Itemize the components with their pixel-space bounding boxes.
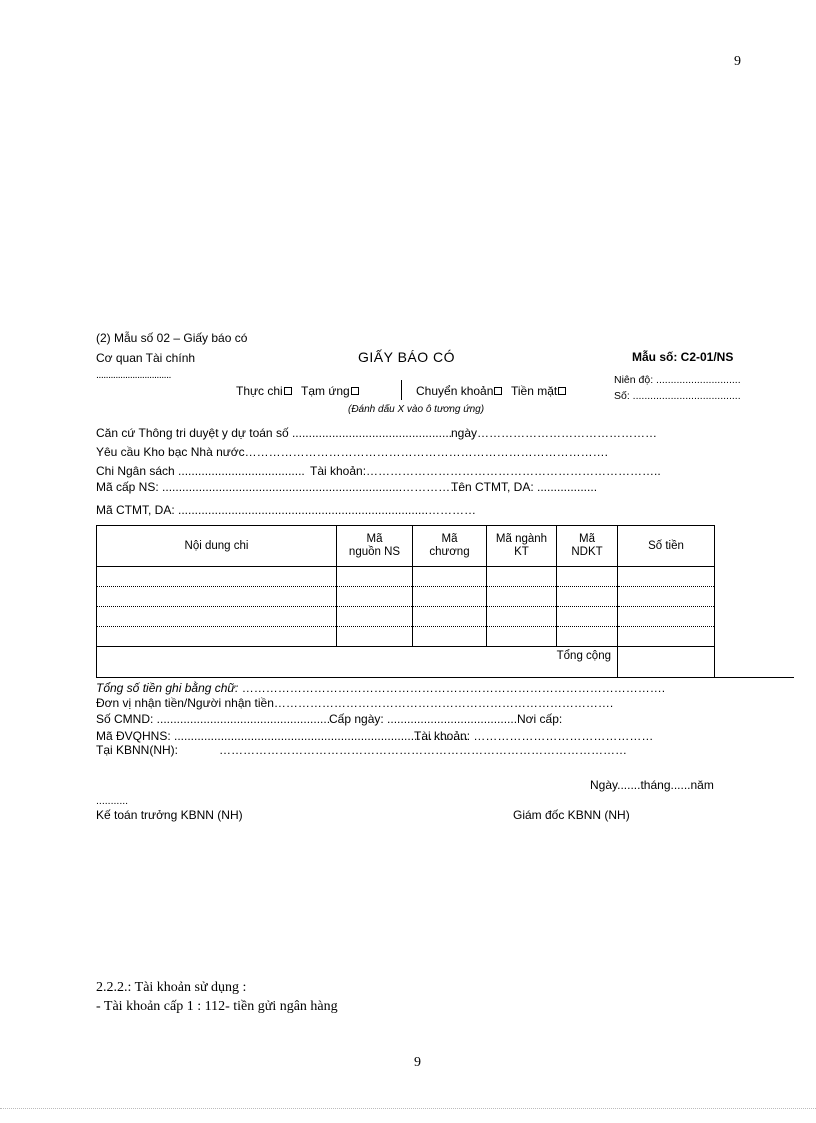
section-label: (2) Mẫu số 02 – Giấy báo có [96, 331, 248, 345]
ma-cap-ns-line: Mã cấp NS: ........................................................................…………… [96, 480, 463, 494]
date-line: Ngày.......tháng......năm [590, 778, 714, 792]
table-cell[interactable] [618, 587, 715, 607]
tong-so-tien-label: Tổng số tiền ghi bằng chữ: [96, 681, 239, 695]
page-number-bottom: 9 [414, 1055, 421, 1070]
don-vi-nhan-line: Đơn vị nhận tiền/Người nhận tiền…………………………………………………………………………. [96, 696, 614, 710]
col-header-ma-ndkt: Mã NDKT [557, 526, 618, 567]
chuyen-khoan-label: Chuyển khoản [416, 384, 494, 398]
option-chuyen-khoan[interactable] [416, 384, 504, 398]
noi-cap-line: Nơi cấp: [517, 712, 563, 726]
ma-dvqhns-line: Mã ĐVQHNS: ..........................................................................………… [96, 729, 469, 743]
cap-ngay-line: Cấp ngày: ....................................... [329, 712, 518, 726]
table-cell[interactable] [337, 567, 413, 587]
section-item: - Tài khoản cấp 1 : 112- tiền gửi ngân hàng [96, 999, 338, 1014]
tien-mat-checkbox[interactable] [558, 387, 566, 395]
table-cell[interactable] [487, 607, 557, 627]
form-title: GIẤY BÁO CÓ [358, 349, 456, 365]
col-header-ma-nguon: Mã nguồn NS [337, 526, 413, 567]
table-cell[interactable] [413, 567, 487, 587]
tai-khoan-2-line: Tài khoản: ……………………………………… [414, 729, 654, 743]
page-number-top: 9 [734, 54, 741, 69]
table-row [97, 627, 715, 647]
table-cell[interactable] [557, 567, 618, 587]
thuc-chi-checkbox[interactable] [284, 387, 292, 395]
page-bottom-rule [0, 1108, 816, 1109]
table-cell[interactable] [337, 587, 413, 607]
giam-doc-signature-label: Giám đốc KBNN (NH) [513, 808, 630, 822]
table-cell[interactable] [337, 627, 413, 647]
agency-dots: ............................... [96, 369, 171, 381]
ngay-line: ngày……………………………………… [451, 426, 658, 440]
col-header-ma-nganh: Mã ngành KT [487, 526, 557, 567]
table-cell[interactable] [97, 627, 337, 647]
can-cu-line: Căn cứ Thông tri duyệt y dự toán số ................................................ [96, 426, 452, 440]
table-cell[interactable] [487, 627, 557, 647]
chuyen-khoan-checkbox[interactable] [494, 387, 502, 395]
tien-mat-label: Tiền mặt [511, 384, 558, 398]
tong-so-tien-dots: ……………………………………………………………………………………………. [241, 681, 666, 695]
tam-ung-checkbox[interactable] [351, 387, 359, 395]
table-cell[interactable] [97, 567, 337, 587]
table-cell[interactable] [337, 607, 413, 627]
table-cell[interactable] [97, 607, 337, 627]
so-cmnd-line: Số CMND: .................................................... [96, 712, 331, 726]
table-row [97, 587, 715, 607]
thuc-chi-label: Thực chi [236, 384, 283, 398]
yeu-cau-line: Yêu cầu Kho bạc Nhà nước………………………………………………………………………………. [96, 445, 608, 459]
table-header-row [97, 526, 715, 567]
table-cell[interactable] [487, 587, 557, 607]
date-dots: ........... [96, 795, 129, 807]
option-thuc-chi[interactable] [236, 384, 294, 398]
table-cell[interactable] [97, 587, 337, 607]
option-tien-mat[interactable] [511, 384, 568, 398]
mark-note: (Đánh dấu X vào ô tương ứng) [348, 404, 485, 415]
ten-ctmt-line: Tên CTMT, DA: .................. [451, 480, 598, 494]
chi-ngan-sach-line: Chi Ngân sách ...................................... [96, 464, 305, 478]
table-cell[interactable] [413, 627, 487, 647]
form-code: Mẫu số: C2-01/NS [632, 350, 734, 364]
tam-ung-label: Tạm ứng [301, 384, 350, 398]
total-value-cell[interactable] [618, 647, 715, 678]
table-cell[interactable] [557, 587, 618, 607]
table-cell[interactable] [557, 627, 618, 647]
expense-table [96, 525, 715, 678]
tai-kbnn-label: Tại KBNN(NH): [96, 743, 179, 757]
table-cell[interactable] [413, 587, 487, 607]
col-header-noi-dung: Nội dung chi [97, 526, 337, 567]
tong-so-tien-line [96, 681, 665, 695]
option-tam-ung[interactable] [301, 384, 361, 398]
table-cell[interactable] [618, 627, 715, 647]
section-heading: 2.2.2.: Tài khoản sử dụng : [96, 980, 247, 995]
ma-ctmt-line: Mã CTMT, DA: ...........................................................................………… [96, 503, 477, 517]
table-total-row [97, 647, 715, 678]
tai-kbnn-dots: ………………………………………………………………………………………… [219, 743, 627, 757]
ke-toan-signature-label: Kế toán trưởng KBNN (NH) [96, 808, 243, 822]
table-row [97, 567, 715, 587]
agency-label: Cơ quan Tài chính [96, 351, 196, 365]
table-row [97, 607, 715, 627]
table-separator-line [96, 677, 794, 678]
total-label: Tổng cộng [97, 647, 618, 678]
nien-do: Niên độ: ............................. [614, 374, 741, 386]
col-header-so-tien: Số tiền [618, 526, 715, 567]
table-cell[interactable] [557, 607, 618, 627]
table-cell[interactable] [618, 607, 715, 627]
table-cell[interactable] [487, 567, 557, 587]
tai-khoan-line: Tài khoản:……………………………………………………………….. [310, 464, 661, 478]
table-cell[interactable] [618, 567, 715, 587]
col-header-ma-chuong: Mã chương [413, 526, 487, 567]
so-field: Số: ..................................... [614, 390, 741, 402]
options-divider [401, 380, 402, 400]
table-cell[interactable] [413, 607, 487, 627]
